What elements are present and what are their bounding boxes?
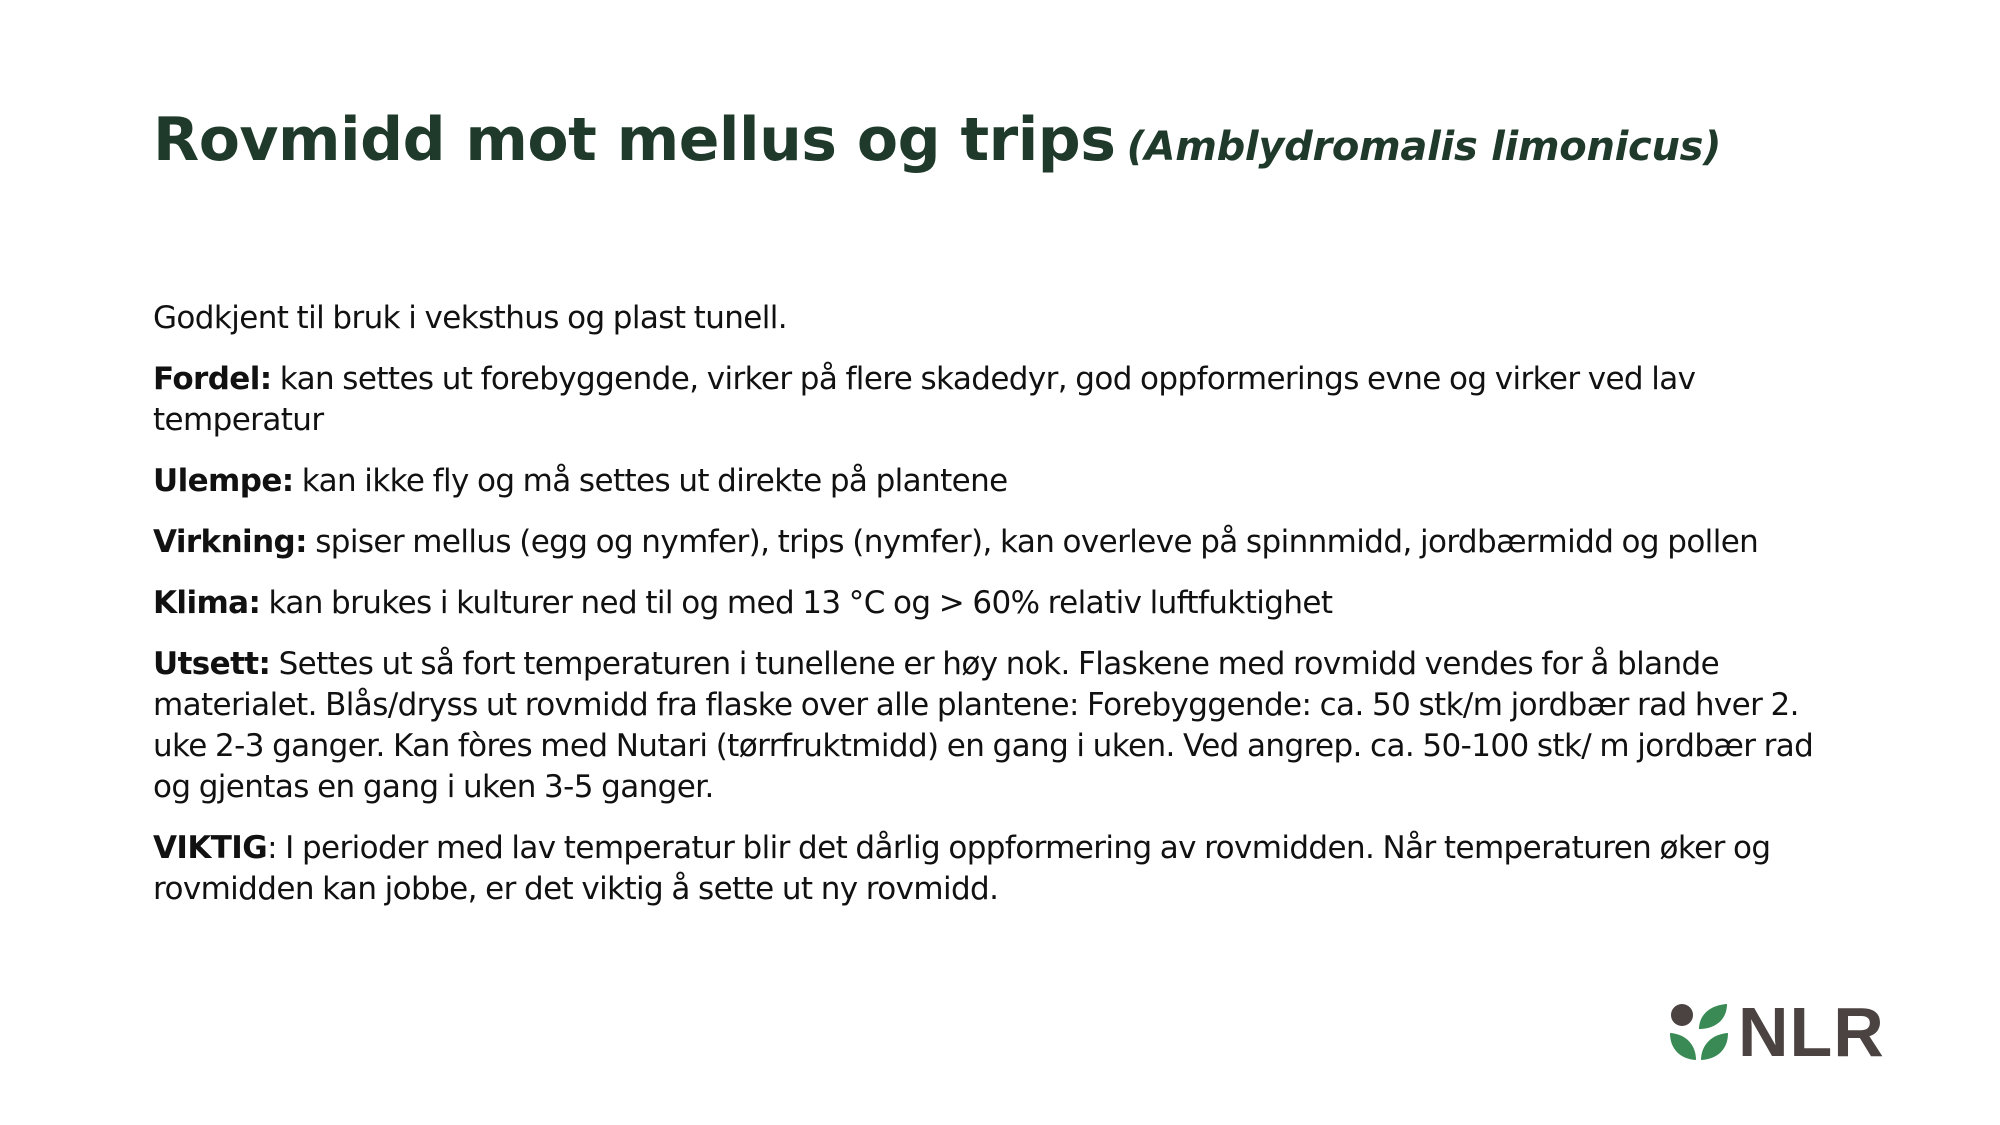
section-viktig [153,828,1853,910]
section-label: Klima: [153,585,261,621]
leaf-sprout-icon [1668,1001,1730,1063]
section-label: Ulempe: [153,463,294,499]
section-fordel [153,359,1853,441]
section-virkning [153,522,1853,563]
section-text: kan brukes i kulturer ned til og med 13 °C og > 60% relativ luftfuktighet [260,585,1333,621]
section-text: Settes ut så fort temperaturen i tunellene er høy nok. Flaskene med rovmidd vendes for å blande materialet. Blås/dryss ut rovmidd fra flaske over alle plantene: Forebyggende: ca. 50 stk/m jordbær rad hver 2. uke 2-3 ganger. Kan fòres med Nutari (tørrfruktmidd) en gang i uken. Ved angrep. ca. 50-100 stk/ m jordbær rad og gjentas en gang i uken 3-5 ganger. [153,646,1814,805]
section-label: Utsett: [153,646,271,682]
slide-title [153,105,1722,175]
nlr-logo [1668,993,1885,1071]
intro-paragraph: Godkjent til bruk i veksthus og plast tunell. [153,300,788,336]
title-latin-name: (Amblydromalis limonicus) [1126,124,1722,170]
section-text: kan ikke fly og må settes ut direkte på plantene [293,463,1008,499]
section-text: spiser mellus (egg og nymfer), trips (nymfer), kan overleve på spinnmidd, jordbærmidd og pollen [306,524,1759,560]
title-main: Rovmidd mot mellus og trips [153,105,1116,175]
section-text: kan settes ut forebyggende, virker på flere skadedyr, god oppformerings evne og virker ved lav temperatur [153,361,1696,438]
section-klima [153,583,1853,624]
section-text: : I perioder med lav temperatur blir det dårlig oppformering av rovmidden. Når temperaturen øker og rovmidden kan jobbe, er det viktig å sette ut ny rovmidd. [153,830,1771,907]
slide-body [153,298,1853,930]
section-ulempe [153,461,1853,502]
section-label: Fordel: [153,361,272,397]
section-utsett [153,644,1853,808]
logo-wordmark: NLR [1738,993,1885,1071]
section-label: VIKTIG [153,830,268,866]
section-label: Virkning: [153,524,307,560]
